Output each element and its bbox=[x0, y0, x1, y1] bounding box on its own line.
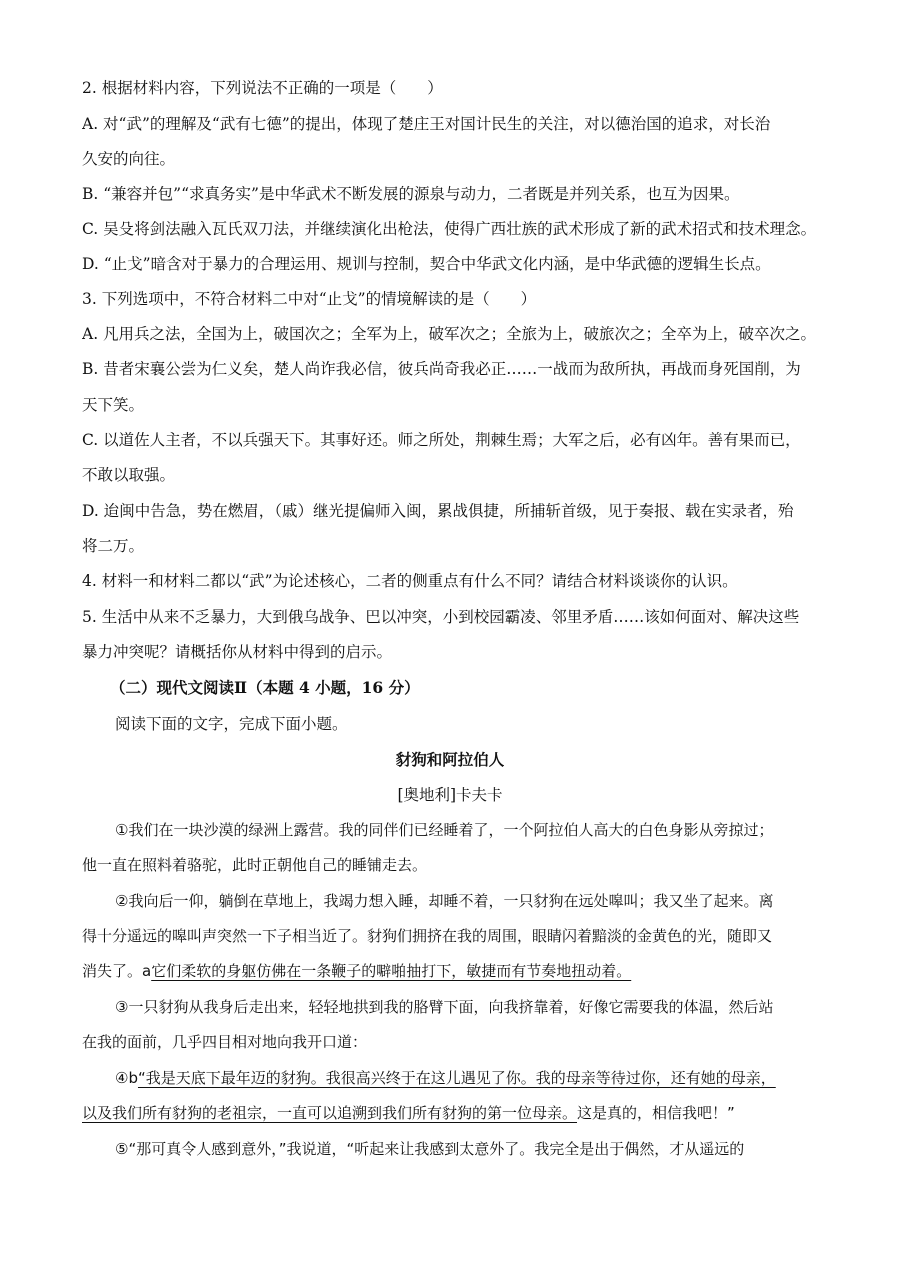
para-4-tail: 这是真的，相信我吧！” bbox=[577, 1104, 735, 1122]
q3-option-d: D. 迨闽中告急，势在燃眉，（戚）继光提偏师入闽，累战俱捷，所捕斩首级，见于奏报、载在实录者，殆 bbox=[82, 502, 794, 520]
q5-stem: 5. 生活中从来不乏暴力，大到俄乌战争、巴以冲突，小到校园霸凌、邻里矛盾……该如何面对、解决这些 bbox=[82, 608, 800, 626]
q4-stem: 4. 材料一和材料二都以“武”为论述核心，二者的侧重点有什么不同？请结合材料谈谈你的认识。 bbox=[82, 572, 738, 590]
story-para-4 bbox=[115, 1068, 825, 1088]
q2-option-a-cont: 久安的向往。 bbox=[82, 150, 176, 168]
q3-option-c-cont: 不敢以取强。 bbox=[82, 466, 176, 484]
underlined-sentence-b-cont: 以及我们所有豺狗的老祖宗，一直可以追溯到我们所有豺狗的第一位母亲。 bbox=[82, 1104, 578, 1122]
story-para-2: ②我向后一仰，躺倒在草地上，我竭力想入睡，却睡不着，一只豺狗在远处嗥叫；我又坐了起来。离 bbox=[115, 892, 774, 910]
story-title: 豺狗和阿拉伯人 bbox=[395, 750, 505, 769]
story-para-2-cont: 得十分遥远的嗥叫声突然一下子相当近了。豺狗们拥挤在我的周围，眼睛闪着黯淡的金黄色的光，随即又 bbox=[82, 927, 773, 945]
q2-option-c: C. 吴殳将剑法融入瓦氏双刀法，并继续演化出枪法，使得广西壮族的武术形成了新的武术招式和技术理念。 bbox=[82, 220, 817, 238]
story-para-1-cont: 他一直在照料着骆驼，此时正朝他自己的睡铺走去。 bbox=[82, 856, 428, 874]
q3-option-a: A. 凡用兵之法，全国为上，破国次之；全军为上，破军次之；全旅为上，破旅次之；全卒为上，破卒次之。 bbox=[82, 325, 817, 343]
reading-instruction: 阅读下面的文字，完成下面小题。 bbox=[115, 715, 348, 733]
underlined-sentence-b: “我是天底下最年迈的豺狗。我很高兴终于在这儿遇见了你。我的母亲等待过你，还有她的母亲， bbox=[137, 1069, 776, 1087]
story-para-5: ⑤“那可真令人感到意外，”我说道，“听起来让我感到太意外了。我完全是出于偶然，才从遥远的 bbox=[115, 1140, 745, 1158]
story-para-1: ①我们在一块沙漠的绿洲上露营。我的同伴们已经睡着了，一个阿拉伯人高大的白色身影从旁掠过； bbox=[115, 821, 774, 839]
q3-option-c: C. 以道佐人主者，不以兵强天下。其事好还。师之所处，荆棘生焉；大军之后，必有凶年。善有果而已， bbox=[82, 431, 801, 449]
q3-stem: 3. 下列选项中，不符合材料二中对“止戈”的情境解读的是（ ） bbox=[82, 290, 537, 308]
q2-stem: 2. 根据材料内容，下列说法不正确的一项是（ ） bbox=[82, 79, 443, 97]
q3-option-d-cont: 将二万。 bbox=[82, 537, 145, 555]
q2-option-d: D. “止戈”暗含对于暴力的合理运用、规训与控制，契合中华武文化内涵，是中华武德的逻辑生长点。 bbox=[82, 255, 771, 273]
section-heading: （二）现代文阅读Ⅱ（本题 4 小题，16 分） bbox=[110, 678, 420, 697]
story-para-3: ③一只豺狗从我身后走出来，轻轻地拱到我的胳臂下面，向我挤靠着，好像它需要我的体温，然后站 bbox=[115, 998, 774, 1016]
story-para-3-cont: 在我的面前，几乎四目相对地向我开口道： bbox=[82, 1033, 368, 1051]
marker-a: 消失了。a bbox=[82, 962, 152, 980]
underlined-sentence-a: 它们柔软的身躯仿佛在一条鞭子的噼啪抽打下，敏捷而有节奏地扭动着。 bbox=[151, 962, 632, 980]
q2-option-a: A. 对“武”的理解及“武有七德”的提出，体现了楚庄王对国计民生的关注，对以德治国的追求，对长治 bbox=[82, 115, 771, 133]
q5-stem-cont: 暴力冲突呢？请概括你从材料中得到的启示。 bbox=[82, 643, 393, 661]
q3-option-b-cont: 天下笑。 bbox=[82, 396, 145, 414]
story-para-4-cont bbox=[82, 1103, 822, 1123]
q2-option-b: B. “兼容并包”“求真务实”是中华武术不断发展的源泉与动力，二者既是并列关系，也互为因果。 bbox=[82, 185, 740, 203]
q3-option-b: B. 昔者宋襄公尝为仁义矣，楚人尚诈我必信，彼兵尚奇我必正……一战而为敌所执，再战而身死国削，为 bbox=[82, 360, 801, 378]
story-author: [奥地利]卡夫卡 bbox=[397, 786, 503, 804]
story-para-2-end bbox=[82, 961, 822, 981]
marker-b: ④b bbox=[115, 1069, 138, 1087]
